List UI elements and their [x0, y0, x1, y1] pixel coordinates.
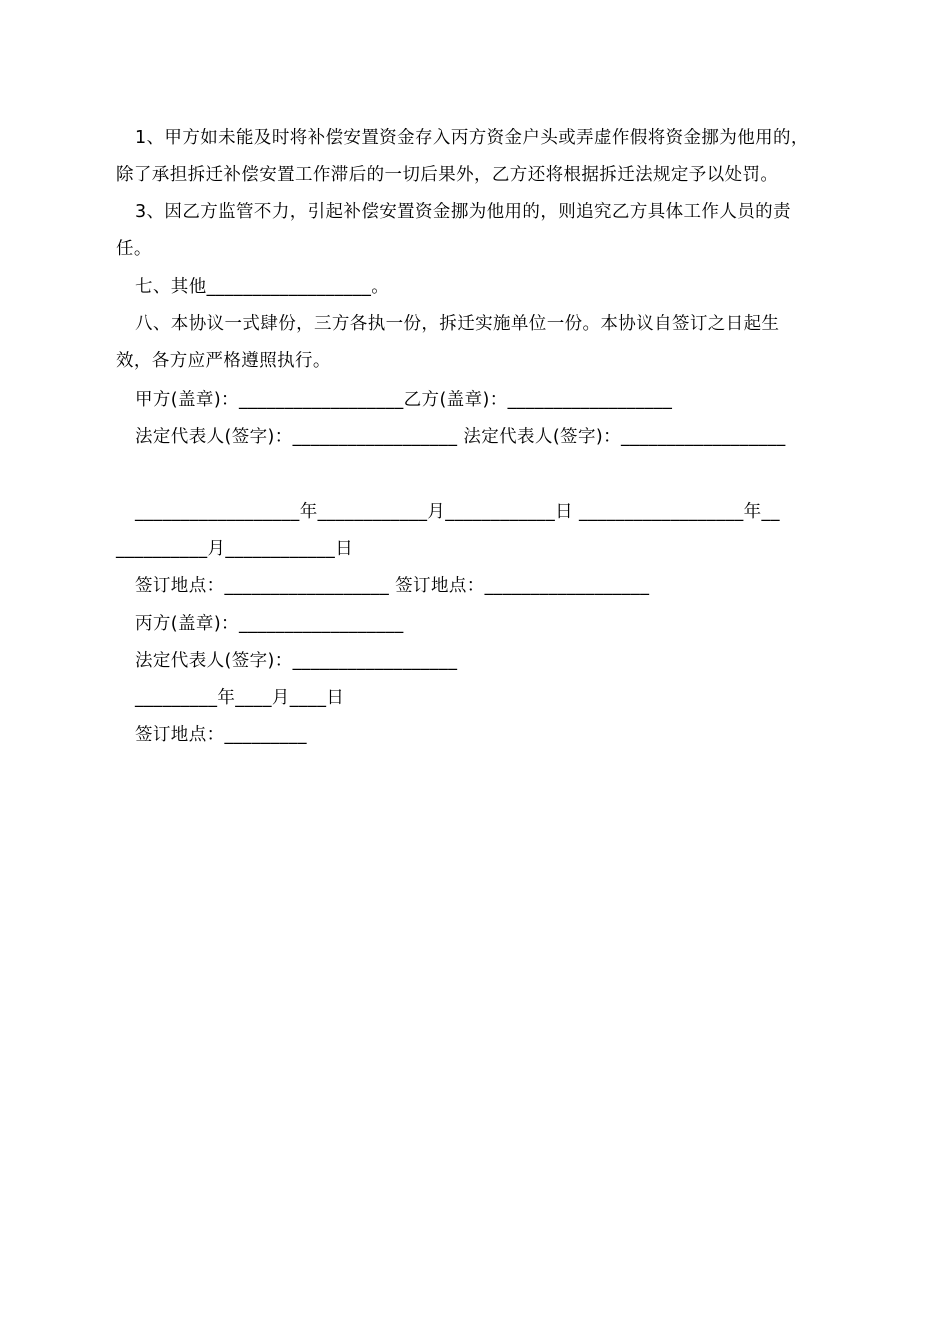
section-7-other: 七、其他__________________。 [135, 277, 390, 297]
party-c-location-line: 签订地点：_________ [135, 725, 307, 745]
section-8-line-2: 效，各方应严格遵照执行。 [116, 351, 331, 371]
clause-1-line-1: 1、甲方如未能及时将补偿安置资金存入丙方资金户头或弄虚作假将资金挪为他用的， [135, 128, 809, 148]
signing-date-line-1: __________________年____________月____________日 __________________年__ [135, 502, 780, 522]
party-c-date-line: _________年____月____日 [135, 688, 345, 708]
signing-location-line: 签订地点：__________________ 签订地点：__________________ [135, 576, 650, 596]
party-c-seal-line: 丙方(盖章)：__________________ [135, 614, 404, 634]
parties-seal-line: 甲方(盖章)：__________________乙方(盖章)：__________________ [135, 390, 673, 410]
clause-3-line-2: 任。 [116, 239, 152, 259]
signing-date-line-2: __________月____________日 [116, 539, 354, 559]
representatives-sign-line: 法定代表人(签字)：__________________ 法定代表人(签字)：__________________ [135, 427, 786, 447]
clause-3-line-1: 3、因乙方监管不力，引起补偿安置资金挪为他用的，则追究乙方具体工作人员的责 [135, 202, 791, 222]
clause-1-line-2: 除了承担拆迁补偿安置工作滞后的一切后果外，乙方还将根据拆迁法规定予以处罚。 [116, 165, 779, 185]
party-c-representative-line: 法定代表人(签字)：__________________ [135, 651, 458, 671]
section-8-line-1: 八、本协议一式肆份，三方各执一份，拆迁实施单位一份。本协议自签订之日起生 [135, 314, 780, 334]
